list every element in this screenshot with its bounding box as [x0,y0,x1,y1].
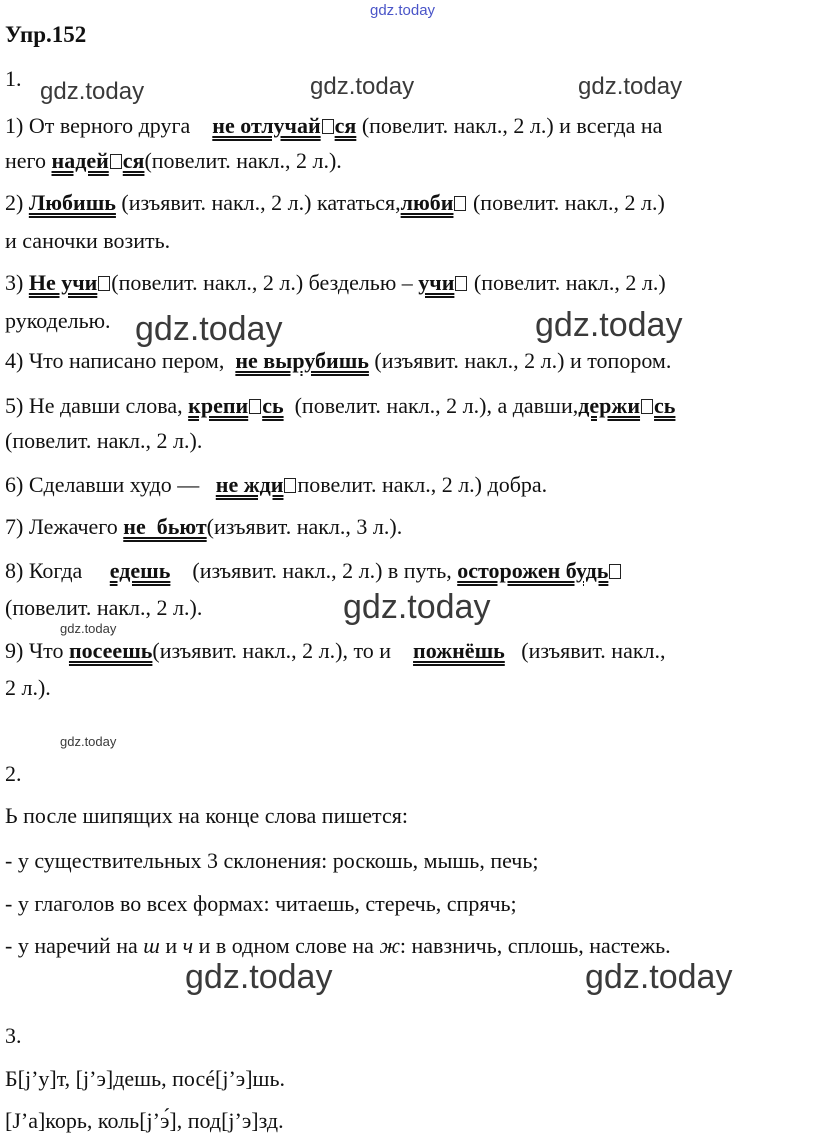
watermark-text: gdz.today [310,73,415,100]
sentence-8-line-1: 8) Когда едешь (изъявит. накл., 2 л.) в путь, осторожен будь [5,560,622,582]
sentence-5-line-2: (повелит. накл., 2 л.). [5,428,203,453]
verb-underlined: люби [400,190,454,215]
task-2-number: 2. [5,761,22,786]
task-2-rule: - у наречий на ш и ч и в одном слове на ж: навзничь, сплошь, настежь. [5,933,671,958]
sentence-4: 4) Что написано пером, не вырубишь (изъявит. накл., 2 л.) и топором. [5,348,672,373]
verb-underlined: держи сь [578,393,676,418]
watermark-text: gdz.today [535,306,683,344]
watermark-text: gdz.today [185,958,333,996]
verb-underlined: не жди [215,472,284,497]
watermark-text: gdz.today [585,958,733,996]
ending-box [641,399,653,414]
watermark-text: gdz.today [60,734,117,749]
verb-underlined: учи [418,270,455,295]
ending-box [455,276,467,291]
page-title: Упр.152 [5,22,87,47]
verb-underlined: крепи сь [188,393,284,418]
ending-box [249,399,261,414]
sentence-2-line-1: 2) Любишь (изъявит. накл., 2 л.) кататься,люби (повелит. накл., 2 л.) [5,190,665,215]
sentence-5-line-1: 5) Не давши слова, крепи сь (повелит. накл., 2 л.), а давши,держи сь [5,393,676,418]
sentence-1-line-2: него надей ся(повелит. накл., 2 л.). [5,148,342,173]
task-1-number: 1. [5,66,22,91]
ending-box [284,478,296,493]
ending-box [322,119,334,134]
task-2-rule: - у глаголов во всех формах: читаешь, стеречь, спрячь; [5,891,517,916]
watermark-text: gdz.today [370,2,436,19]
sentence-9-line-1: 9) Что посеешь(изъявит. накл., 2 л.), то и пожнёшь (изъявит. накл., [5,638,666,663]
verb-underlined: пожнёшь [413,638,505,663]
sentence-3-line-1: 3) Не учи (повелит. накл., 2 л.) безделью – учи (повелит. накл., 2 л.) [5,270,666,295]
watermark-text: gdz.today [40,78,145,105]
ending-box [454,196,466,211]
verb-underlined: едешь [109,558,171,583]
verb-underlined: надей ся [51,148,145,173]
ending-box [609,564,621,579]
verb-underlined: посеешь [68,638,153,663]
sentence-9-line-2: 2 л.). [5,675,51,700]
ending-box [110,154,122,169]
sentence-7: 7) Лежачего не бьют(изъявит. накл., 3 л.). [5,514,403,539]
verb-underlined: не отлучай ся [212,113,357,138]
ending-box [98,276,110,291]
sentence-6: 6) Сделавши худо — не жди повелит. накл., 2 л.) добра. [5,472,548,497]
watermark-text: gdz.today [60,621,117,636]
verb-underlined: Не учи [28,270,98,295]
sentence-8-line-2: (повелит. накл., 2 л.). [5,595,203,620]
task-2-rule: - у существительных 3 склонения: роскошь, мышь, печь; [5,848,539,873]
sentence-2-line-2: и саночки возить. [5,228,171,253]
watermark-text: gdz.today [135,310,283,348]
watermark-text: gdz.today [578,73,683,100]
sentence-3-line-2: рукоделью. [5,308,111,333]
verb-underlined: осторожен будь [457,558,609,583]
verb-underlined: Любишь [28,190,116,215]
task-2-intro: Ь после шипящих на конце слова пишется: [5,803,408,828]
verb-underlined: не вырубишь [235,348,369,373]
sentence-1-line-1: 1) От верного друга не отлучай ся (повелит. накл., 2 л.) и всегда на [5,113,663,138]
verb-underlined: не бьют [123,514,207,539]
task-3-number: 3. [5,1023,22,1048]
transcription-line: [J’а]корь, коль[j’э́], под[j’э]зд. [5,1108,284,1133]
watermark-text: gdz.today [343,588,491,626]
transcription-line: Б[j’у]т, [j’э]дешь, посé[j’э]шь. [5,1066,286,1091]
